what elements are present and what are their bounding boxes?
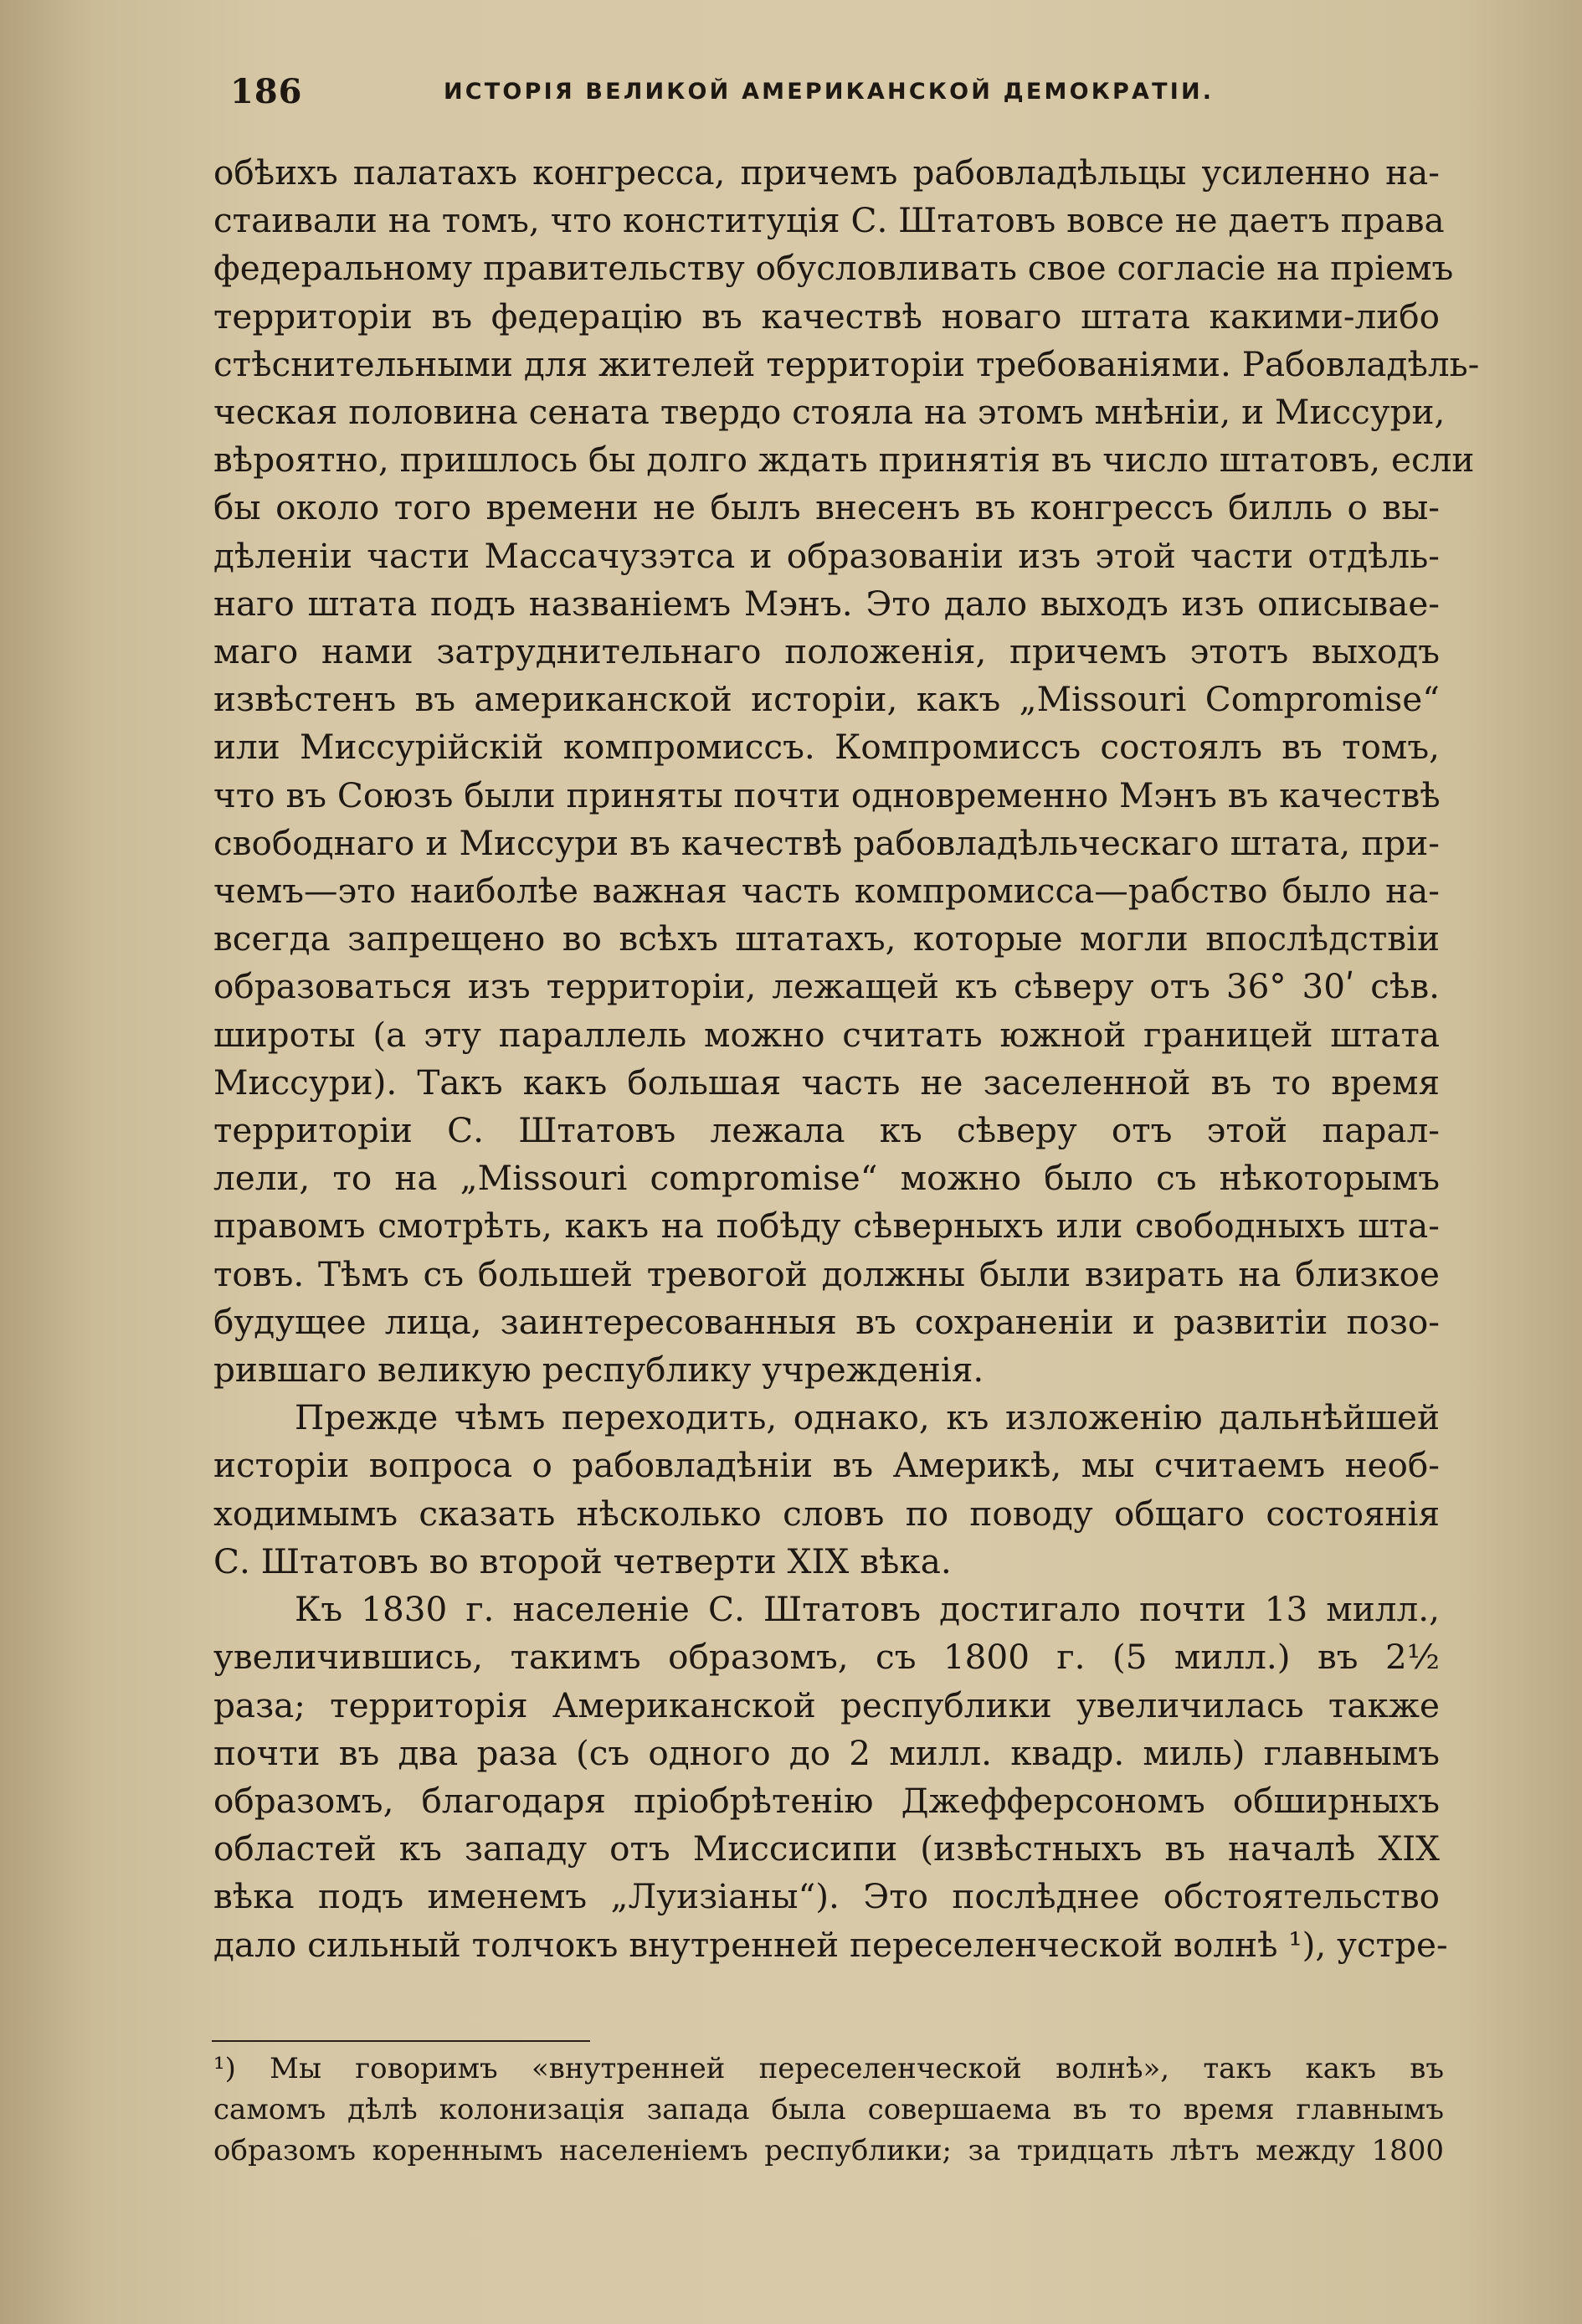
text-line: почти въ два раза (съ одного до 2 милл. квадр. миль) главнымъ [213,1732,1440,1773]
footnote-divider [212,2040,590,2042]
text-line: или Миссурійскій компромиссъ. Компромиссъ состоялъ въ томъ, [213,727,1440,768]
text-line: бы около того времени не былъ внесенъ въ конгрессъ билль о вы- [213,487,1440,528]
text-line: С. Штатовъ во второй четверти XIX вѣка. [213,1540,952,1581]
text-line: ческая половина сената твердо стояла на этомъ мнѣніи, и Миссури, [213,392,1446,433]
text-line: образомъ, благодаря пріобрѣтенію Джефферсономъ обширныхъ [213,1780,1440,1821]
text-line: товъ. Тѣмъ съ большей тревогой должны были взирать на близкое [213,1253,1440,1294]
text-line: извѣстенъ въ американской исторіи, какъ „Missouri Compromise“ [213,679,1440,720]
paragraph-3 [213,1586,1448,1969]
footnote-line: ¹) Мы говоримъ «внутренней переселенческой волнѣ», такъ какъ въ [213,2052,1444,2085]
text-line: что въ Союзъ были приняты почти одновременно Мэнъ въ качествѣ [213,774,1441,815]
text-line: образоваться изъ территоріи, лежащей къ сѣверу отъ 36° 30ʹ сѣв. [213,966,1440,1007]
text-line: будущее лица, заинтересованныя въ сохраненіи и развитіи позо- [213,1301,1440,1342]
text-line: вѣка подъ именемъ „Луизіаны“). Это послѣднее обстоятельство [213,1876,1440,1917]
text-line: чемъ—это наиболѣе важная часть компромисса—рабство было на- [213,871,1440,912]
text-line: Къ 1830 г. населеніе С. Штатовъ достигало почти 13 милл., [295,1589,1440,1630]
text-line: исторіи вопроса о рабовладѣніи въ Америкѣ, мы считаемъ необ- [213,1445,1440,1486]
text-line: увеличившись, такимъ образомъ, съ 1800 г. (5 милл.) въ 2½ [213,1637,1440,1678]
text-line: свободнаго и Миссури въ качествѣ рабовладѣльческаго штата, при- [213,822,1440,863]
running-title: ИСТОРІЯ ВЕЛИКОЙ АМЕРИКАНСКОЙ ДЕМОКРАТІИ. [444,79,1215,105]
page-header [230,72,1218,122]
text-line: ходимымъ сказать нѣсколько словъ по поводу общаго состоянія [213,1493,1440,1534]
text-line: федеральному правительству обусловливать свое согласіе на пріемъ [213,248,1454,289]
text-line: лели, то на „Missouri compromise“ можно было съ нѣкоторымъ [213,1158,1440,1199]
text-line: стаивали на томъ, что конституція С. Штатовъ вовсе не даетъ права [213,200,1445,241]
text-line: дало сильный толчокъ внутренней переселенческой волнѣ ¹), устре- [213,1924,1448,1965]
text-line: всегда запрещено во всѣхъ штатахъ, которые могли впослѣдствіи [213,918,1440,959]
paragraph-2 [213,1394,1440,1586]
page-number: 186 [230,72,303,111]
text-line: дѣленіи части Массачузэтса и образованіи изъ этой части отдѣль- [213,535,1440,576]
footnote-line: образомъ кореннымъ населеніемъ республики; за тридцать лѣтъ между 1800 [213,2134,1444,2167]
paragraph-1 [213,149,1480,1394]
text-line: областей къ западу отъ Миссисипи (извѣстныхъ въ началѣ XIX [213,1828,1440,1869]
text-line: Миссури). Такъ какъ большая часть не заселенной въ то время [213,1062,1440,1103]
text-line: территоріи въ федерацію въ качествѣ новаго штата какими-либо [213,296,1440,337]
text-line: территоріи С. Штатовъ лежала къ сѣверу отъ этой парал- [213,1110,1440,1151]
text-line: широты (а эту параллель можно считать южной границей штата [213,1014,1440,1055]
main-text [213,149,1480,1969]
text-line: обѣихъ палатахъ конгресса, причемъ рабовладѣльцы усиленно на- [213,152,1440,193]
text-line: правомъ смотрѣть, какъ на побѣду сѣверныхъ или свободныхъ шта- [213,1206,1440,1247]
text-line: раза; территорія Американской республики увеличилась также [213,1684,1440,1725]
text-line: вѣроятно, пришлось бы долго ждать принятія въ число штатовъ, если [213,440,1475,481]
footnote-line: самомъ дѣлѣ колонизація запада была совершаема въ то время главнымъ [213,2093,1444,2126]
text-line: Прежде чѣмъ переходить, однако, къ изложенію дальнѣйшей [295,1397,1440,1438]
text-line: маго нами затруднительнаго положенія, причемъ этотъ выходъ [213,631,1440,672]
footnote [213,2049,1444,2172]
text-line: стѣснительными для жителей территоріи требованіями. Рабовладѣль- [213,343,1480,384]
text-line: наго штата подъ названіемъ Мэнъ. Это дало выходъ изъ описывае- [213,583,1440,624]
text-line: рившаго великую республику учрежденія. [213,1350,984,1391]
